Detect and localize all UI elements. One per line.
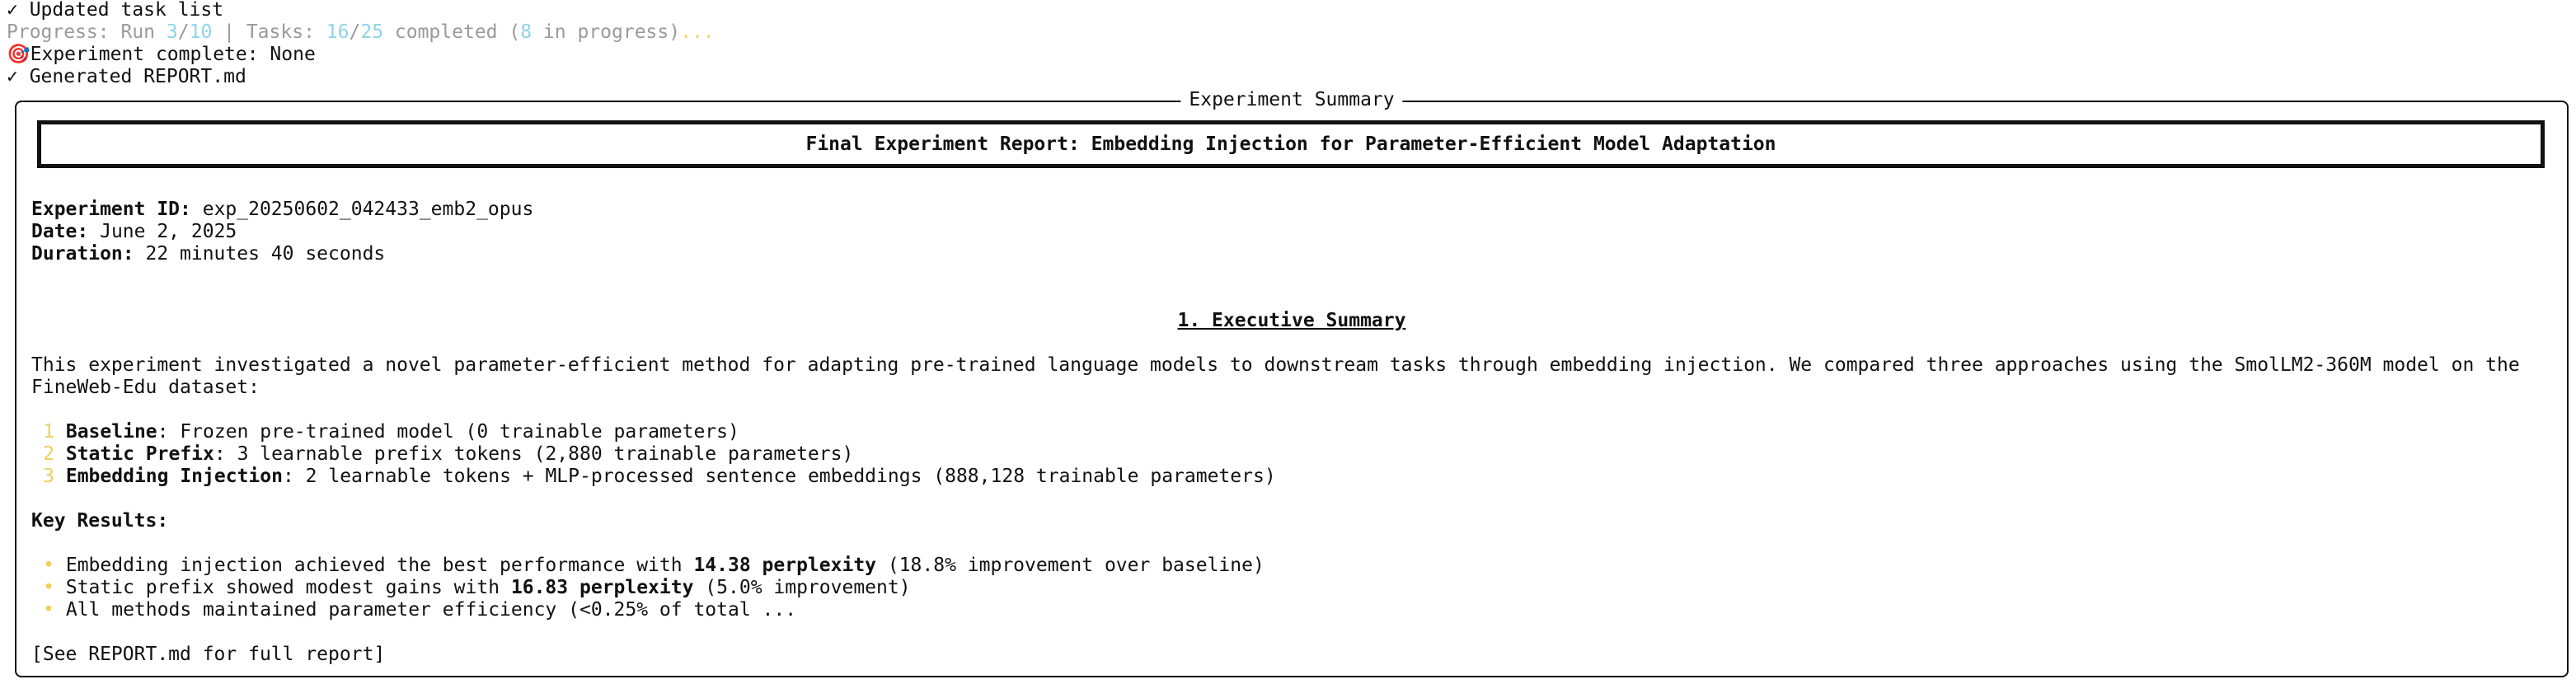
slash: / xyxy=(349,21,361,43)
key-results-heading: Key Results: xyxy=(31,510,169,532)
status-text: ✓ Updated task list xyxy=(7,0,224,21)
list-item xyxy=(31,577,911,599)
summary-paragraph-line-1: This experiment investigated a novel parameter-efficient method for adapting pre-trained language models to downstream tasks through embedding injection. We compared three approaches using the SmolLM2-360M model on the xyxy=(31,354,2520,376)
status-updated-task-list xyxy=(7,0,223,21)
progress-label: Progress: Run xyxy=(7,21,167,43)
experiment-complete-text: Experiment complete: None xyxy=(30,44,316,65)
approach-name: Embedding Injection xyxy=(65,466,283,487)
result-text: All methods maintained parameter efficiency (<0.25% of total ... xyxy=(54,599,797,621)
section-heading-executive-summary: 1. Executive Summary xyxy=(1177,310,1406,331)
target-icon: 🎯 xyxy=(7,44,30,65)
in-progress-text: in progress) xyxy=(532,21,681,43)
summary-paragraph-line-2: FineWeb-Edu dataset: xyxy=(31,377,260,398)
report-title: Final Experiment Report: Embedding Injection for Parameter-Efficient Model Adaptation xyxy=(37,120,2545,168)
list-number: 2 xyxy=(43,443,54,465)
tasks-label: | Tasks: xyxy=(212,21,326,43)
approach-name: Baseline xyxy=(65,421,157,443)
progress-ellipsis: ... xyxy=(680,21,715,43)
result-metric: 14.38 perplexity xyxy=(693,555,877,576)
result-text: (5.0% improvement) xyxy=(693,577,911,598)
approach-name: Static Prefix xyxy=(65,443,214,465)
slash: / xyxy=(177,21,190,43)
list-item xyxy=(31,555,1265,577)
date-value: June 2, 2025 xyxy=(88,221,237,242)
date-line xyxy=(31,221,237,243)
list-item xyxy=(31,421,739,443)
list-number: 3 xyxy=(43,466,54,487)
experiment-id-line xyxy=(31,199,533,221)
date-label: Date: xyxy=(31,221,89,242)
full-report-note: [See REPORT.md for full report] xyxy=(31,644,386,665)
tasks-total: 25 xyxy=(360,21,384,43)
result-text: Static prefix showed modest gains with xyxy=(54,577,511,598)
duration-value: 22 minutes 40 seconds xyxy=(134,243,386,265)
experiment-summary-panel xyxy=(15,89,2569,677)
list-number: 1 xyxy=(43,421,54,443)
run-current: 3 xyxy=(166,21,178,43)
experiment-id-label: Experiment ID: xyxy=(31,199,191,220)
panel-title: Experiment Summary xyxy=(1180,89,1402,111)
approach-desc: : 3 learnable prefix tokens (2,880 trainable parameters) xyxy=(213,443,854,465)
completed-text: completed ( xyxy=(383,21,521,43)
result-text: (18.8% improvement over baseline) xyxy=(876,555,1265,576)
result-metric: 16.83 perplexity xyxy=(510,577,694,598)
bullet-icon: • xyxy=(43,555,54,576)
list-item xyxy=(31,599,796,621)
list-item xyxy=(31,466,1276,488)
generated-report-line xyxy=(7,66,246,88)
experiment-complete-line xyxy=(7,44,316,66)
tasks-done: 16 xyxy=(326,21,350,43)
result-text: Embedding injection achieved the best performance with xyxy=(54,555,694,576)
duration-line xyxy=(31,243,385,265)
duration-label: Duration: xyxy=(31,243,134,265)
approach-desc: : Frozen pre-trained model (0 trainable parameters) xyxy=(157,421,739,443)
bullet-icon: • xyxy=(43,599,54,621)
experiment-id-value: exp_20250602_042433_emb2_opus xyxy=(190,199,534,220)
bullet-icon: • xyxy=(43,577,54,598)
generated-text: ✓ Generated REPORT.md xyxy=(7,66,246,87)
run-total: 10 xyxy=(189,21,213,43)
in-progress-count: 8 xyxy=(520,21,533,43)
progress-line xyxy=(7,21,715,44)
list-item xyxy=(31,443,853,466)
approach-desc: : 2 learnable tokens + MLP-processed sentence embeddings (888,128 trainable parameters) xyxy=(282,466,1276,487)
